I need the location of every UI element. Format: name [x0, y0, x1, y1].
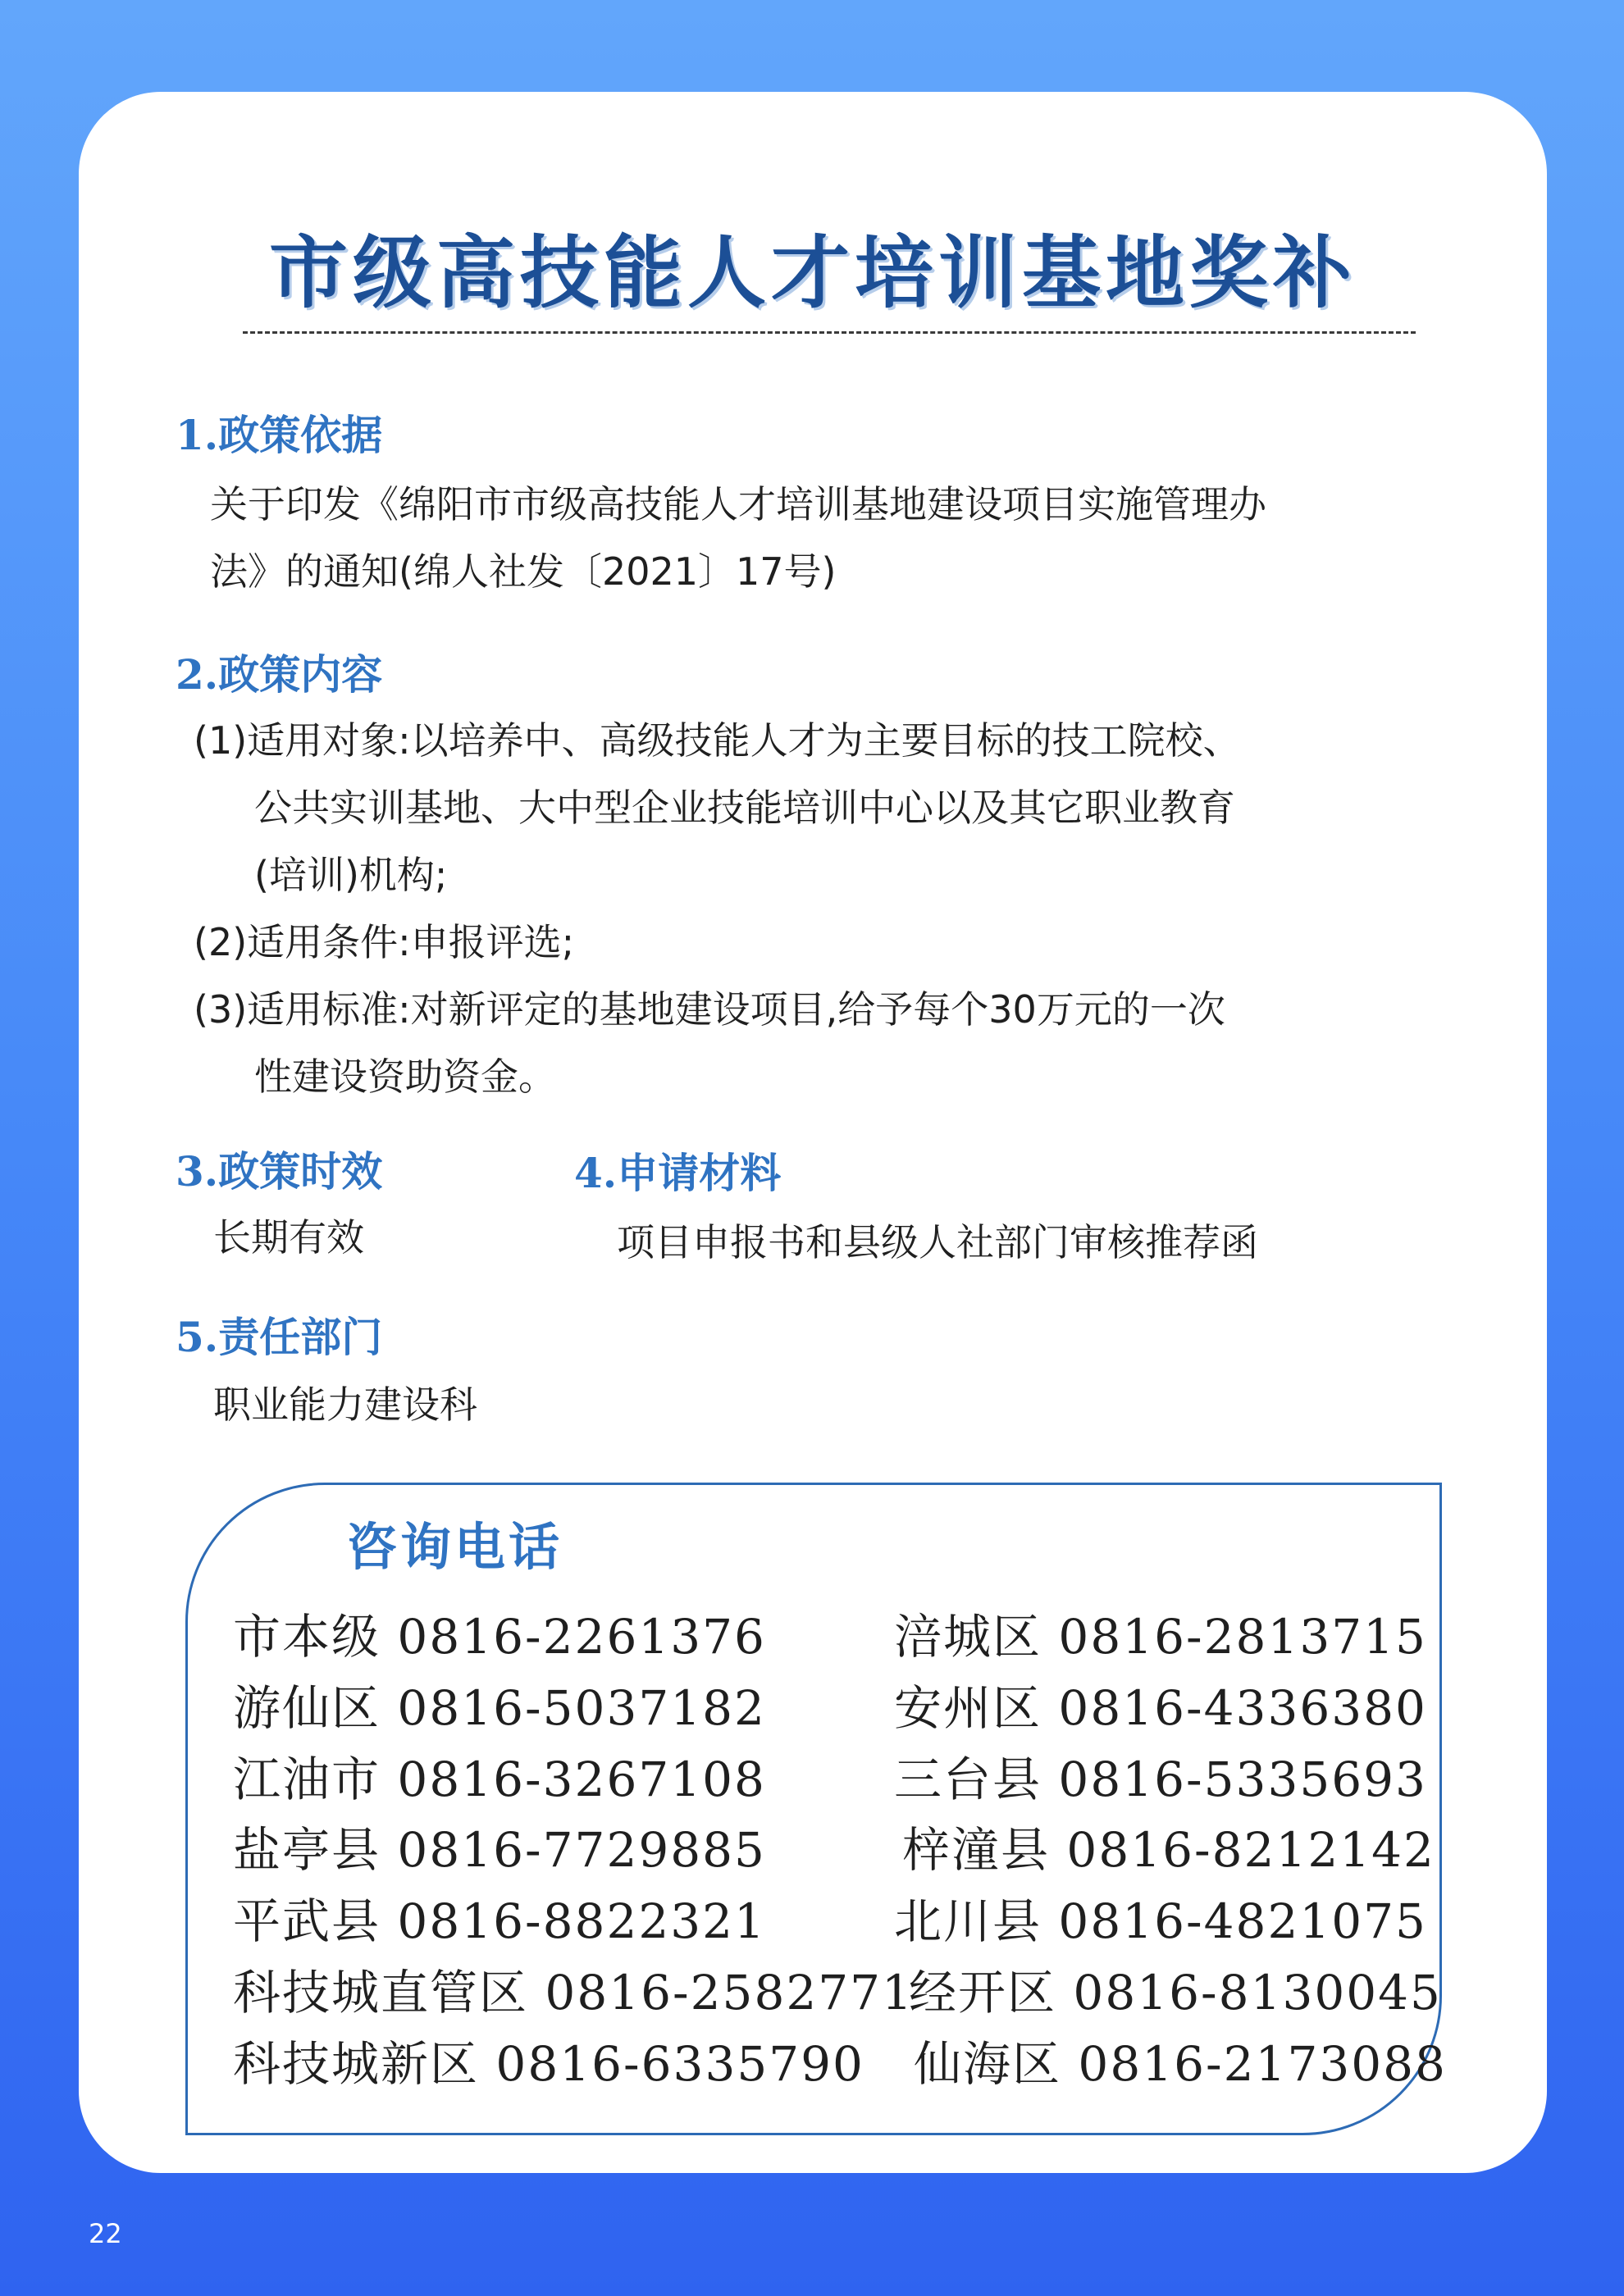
content-line-5: (3)适用标准:对新评定的基地建设项目,给予每个30万元的一次 — [194, 987, 1225, 1032]
page-number: 22 — [89, 2218, 122, 2249]
section-heading-department: 5.责任部门 — [176, 1313, 383, 1361]
phone-right-4: 梓潼县 0816-8212142 — [902, 1822, 1435, 1878]
materials-text: 项目申报书和县级人社部门审核推荐函 — [617, 1220, 1258, 1264]
page-title: 市级高技能人才培训基地奖补 — [269, 226, 1357, 319]
content-line-1: (1)适用对象:以培养中、高级技能人才为主要目标的技工院校、 — [194, 718, 1241, 763]
phone-left-7: 科技城新区 0816-6335790 — [233, 2036, 864, 2092]
section-heading-basis: 1.政策依据 — [176, 411, 383, 459]
section-heading-materials: 4.申请材料 — [574, 1149, 782, 1197]
content-line-4: (2)适用条件:申报评选; — [194, 920, 575, 964]
content-card — [79, 92, 1547, 2173]
phone-left-2: 游仙区 0816-5037182 — [233, 1680, 766, 1736]
phone-left-1: 市本级 0816-2261376 — [233, 1609, 766, 1665]
validity-text: 长期有效 — [213, 1215, 364, 1260]
title-divider — [243, 331, 1416, 334]
phone-right-3: 三台县 0816-5335693 — [894, 1752, 1427, 1807]
phone-left-4: 盐亭县 0816-7729885 — [233, 1822, 766, 1878]
content-line-2: 公共实训基地、大中型企业技能培训中心以及其它职业教育 — [254, 786, 1235, 830]
department-text: 职业能力建设科 — [213, 1383, 477, 1427]
phone-right-1: 涪城区 0816-2813715 — [894, 1609, 1427, 1665]
phone-left-5: 平武县 0816-8822321 — [233, 1893, 766, 1949]
contact-title: 咨询电话 — [346, 1517, 563, 1577]
section-heading-validity: 3.政策时效 — [176, 1147, 383, 1196]
content-line-6: 性建设资助资金。 — [254, 1055, 556, 1099]
basis-line-1: 关于印发《绵阳市市级高技能人才培训基地建设项目实施管理办 — [210, 482, 1266, 526]
basis-line-2: 法》的通知(绵人社发〔2021〕17号) — [210, 549, 837, 594]
phone-right-2: 安州区 0816-4336380 — [894, 1680, 1427, 1736]
phone-right-5: 北川县 0816-4821075 — [894, 1893, 1427, 1949]
phone-right-6: 经开区 0816-8130045 — [909, 1965, 1442, 2020]
phone-left-6: 科技城直管区 0816-2582771 — [233, 1965, 914, 2020]
section-heading-content: 2.政策内容 — [176, 650, 383, 699]
phone-left-3: 江油市 0816-3267108 — [233, 1752, 766, 1807]
phone-right-7: 仙海区 0816-2173088 — [914, 2036, 1447, 2092]
content-line-3: (培训)机构; — [254, 853, 448, 897]
